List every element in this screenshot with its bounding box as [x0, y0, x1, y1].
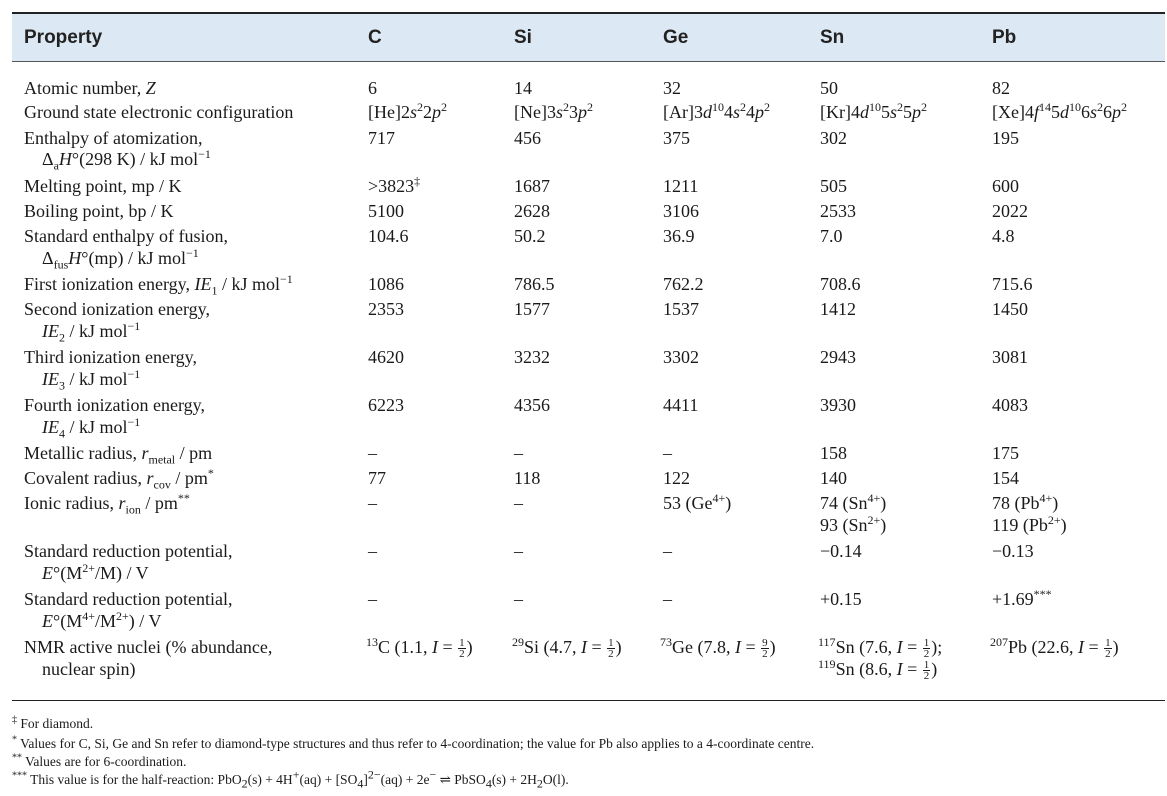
row-label-e-m2: Standard reduction potential, — [24, 541, 233, 561]
covalent-radius-ge: 122 — [663, 468, 690, 488]
ie4-ge: 4411 — [663, 395, 699, 415]
covalent-radius-si: 118 — [514, 468, 541, 488]
e-m2-pb: −0.13 — [992, 541, 1034, 561]
nmr-ge: $^{73}$Ge (7.8, I = $\frac{9}{2}$ ) — [660, 635, 776, 661]
row-label-enthalpy-fusion: Standard enthalpy of fusion, — [24, 226, 228, 246]
row-sublabel-ie4: $IE_4$ / kJ mol$^{-1}$ — [42, 415, 141, 441]
atomic-number-pb: 82 — [992, 78, 1010, 98]
enthalpy-fusion-ge: 36.9 — [663, 226, 695, 246]
ionic-radius-ge: 53 $(Ge^{4+})$ — [663, 491, 732, 513]
row-sublabel-e-m2: $E^\circ(M^{2+}/M)$ / V — [42, 561, 149, 583]
nmr-pb: $^{207}$Pb (22.6, I = $\frac{1}{2}$ ) — [990, 635, 1119, 661]
ground-state-pb: $[Xe]4f^{14}5d^{10}6s^26p^2$ — [992, 100, 1128, 122]
metallic-radius-sn: 158 — [820, 443, 847, 463]
atomic-number-si: 14 — [514, 78, 532, 98]
row-label-melting-point: Melting point, mp / K — [24, 176, 182, 196]
header-element-c: C — [368, 27, 382, 48]
row-label-ie1: First ionization energy, $IE_1$ / kJ mol$^{-1}$ — [24, 272, 293, 298]
table-bottom-rule — [12, 700, 1165, 701]
row-sublabel-ie3: $IE_3$ / kJ mol$^{-1}$ — [42, 367, 141, 393]
atomic-number-sn: 50 — [820, 78, 838, 98]
ionic-radius-si: – — [514, 493, 523, 513]
ie4-pb: 4083 — [992, 395, 1028, 415]
enthalpy-atomization-si: 456 — [514, 128, 541, 148]
ground-state-sn: $[Kr]4d^{10}5s^25p^2$ — [820, 100, 927, 122]
enthalpy-fusion-pb: 4.8 — [992, 226, 1015, 246]
row-label-atomic-number: Atomic number, Z — [24, 78, 156, 98]
nmr-sn-2: $^{119}$Sn (8.6, I = $\frac{1}{2}$ ) — [818, 657, 938, 683]
ie1-c: 1086 — [368, 274, 404, 294]
boiling-point-c: 5100 — [368, 201, 404, 221]
ie3-sn: 2943 — [820, 347, 856, 367]
boiling-point-sn: 2533 — [820, 201, 856, 221]
covalent-radius-c: 77 — [368, 468, 386, 488]
ie2-ge: 1537 — [663, 299, 699, 319]
header-element-ge: Ge — [663, 27, 689, 48]
atomic-number-c: 6 — [368, 78, 377, 98]
ie2-sn: 1412 — [820, 299, 856, 319]
row-label-ground-state: Ground state electronic configuration — [24, 102, 294, 122]
boiling-point-pb: 2022 — [992, 201, 1028, 221]
e-m4-sn: +0.15 — [820, 589, 862, 609]
nmr-c: $^{13}$C (1.1, I = $\frac{1}{2}$ ) — [366, 635, 473, 661]
e-m2-ge: – — [663, 541, 672, 561]
e-m4-si: – — [514, 589, 523, 609]
row-sublabel-nmr: nuclear spin) — [42, 659, 136, 679]
footnote-star: * Values for C, Si, Ge and Sn refer to diamond-type structures and thus refer to 4-coordination; the value for Pb also applies to a 4-coordinate centre. — [12, 734, 815, 751]
ionic-radius-sn: 74 $(Sn^{4+})$ — [820, 491, 887, 513]
row-sublabel-ie2: $IE_2$ / kJ mol$^{-1}$ — [42, 319, 141, 345]
e-m4-ge: – — [663, 589, 672, 609]
ie4-sn: 3930 — [820, 395, 856, 415]
e-m4-c: – — [368, 589, 377, 609]
row-label-enthalpy-atomization: Enthalpy of atomization, — [24, 128, 203, 148]
ie3-ge: 3302 — [663, 347, 699, 367]
ionic-radius-sn-2: 93 $(Sn^{2+})$ — [820, 513, 887, 535]
ionic-radius-pb: 78 $(Pb^{4+})$ — [992, 491, 1059, 513]
enthalpy-fusion-c: 104.6 — [368, 226, 409, 246]
ie3-c: 4620 — [368, 347, 404, 367]
ground-state-c: $[He]2s^22p^2$ — [368, 100, 447, 122]
ie2-si: 1577 — [514, 299, 550, 319]
footnote-double-star: ** Values are for 6-coordination. — [12, 752, 187, 769]
melting-point-c: >3823‡ — [368, 174, 421, 196]
covalent-radius-pb: 154 — [992, 468, 1019, 488]
header-element-sn: Sn — [820, 27, 845, 48]
ionic-radius-pb-2: 119 $(Pb^{2+})$ — [992, 513, 1067, 535]
nmr-sn: $^{117}$Sn (7.6, I = $\frac{1}{2}$ ); — [818, 635, 943, 661]
covalent-radius-sn: 140 — [820, 468, 847, 488]
melting-point-si: 1687 — [514, 176, 550, 196]
ie3-si: 3232 — [514, 347, 550, 367]
metallic-radius-si: – — [514, 443, 523, 463]
metallic-radius-pb: 175 — [992, 443, 1019, 463]
footnote-dagger: ‡ For diamond. — [12, 714, 94, 731]
header-element-pb: Pb — [992, 27, 1017, 48]
melting-point-ge: 1211 — [663, 176, 699, 196]
enthalpy-atomization-c: 717 — [368, 128, 395, 148]
row-label-ie2: Second ionization energy, — [24, 299, 210, 319]
ground-state-ge: $[Ar]3d^{10}4s^24p^2$ — [663, 100, 770, 122]
ie4-c: 6223 — [368, 395, 404, 415]
enthalpy-fusion-sn: 7.0 — [820, 226, 843, 246]
row-label-covalent-radius: Covalent radius, $r_{cov} / pm^*$ — [24, 466, 214, 492]
melting-point-pb: 600 — [992, 176, 1019, 196]
e-m2-c: – — [368, 541, 377, 561]
footnote-triple-star: *** This value is for the half-reaction: $PbO_2(s) + 4H^+(aq) + [SO_4]^{2-}(aq) + 2e^-$ ⇌ PbSO$_4$(s) + $2H_2O(l)$. — [12, 767, 569, 791]
e-m2-sn: −0.14 — [820, 541, 862, 561]
row-sublabel-enthalpy-atomization: $\Delta_aH^\circ(298$ K) / kJ mol$^{-1}$ — [42, 147, 211, 173]
enthalpy-atomization-ge: 375 — [663, 128, 690, 148]
header-element-si: Si — [514, 27, 532, 48]
atomic-number-ge: 32 — [663, 78, 681, 98]
row-label-nmr: NMR active nuclei (% abundance, — [24, 637, 273, 657]
ie1-pb: 715.6 — [992, 274, 1033, 294]
row-label-ionic-radius: Ionic radius, $r_{ion} / pm^{**}$ — [24, 491, 190, 517]
metallic-radius-c: – — [368, 443, 377, 463]
ie1-ge: 762.2 — [663, 274, 704, 294]
boiling-point-si: 2628 — [514, 201, 550, 221]
ie1-si: 786.5 — [514, 274, 555, 294]
row-label-ie4: Fourth ionization energy, — [24, 395, 205, 415]
enthalpy-atomization-pb: 195 — [992, 128, 1019, 148]
row-label-metallic-radius: Metallic radius, $r_{metal}$ / pm — [24, 443, 213, 467]
header-property: Property — [24, 27, 103, 48]
metallic-radius-ge: – — [663, 443, 672, 463]
row-label-e-m4: Standard reduction potential, — [24, 589, 233, 609]
melting-point-sn: 505 — [820, 176, 847, 196]
e-m2-si: – — [514, 541, 523, 561]
enthalpy-atomization-sn: 302 — [820, 128, 847, 148]
ground-state-si: $[Ne]3s^23p^2$ — [514, 100, 593, 122]
ie2-c: 2353 — [368, 299, 404, 319]
ie1-sn: 708.6 — [820, 274, 861, 294]
row-label-boiling-point: Boiling point, bp / K — [24, 201, 174, 221]
boiling-point-ge: 3106 — [663, 201, 699, 221]
row-sublabel-e-m4: $E^\circ(M^{4+}/M^{2+})$ / V — [42, 609, 162, 631]
row-label-ie3: Third ionization energy, — [24, 347, 197, 367]
nmr-si: $^{29}$Si (4.7, I = $\frac{1}{2}$ ) — [512, 635, 622, 661]
ionic-radius-c: – — [368, 493, 377, 513]
table-header-rule — [12, 61, 1165, 62]
row-sublabel-enthalpy-fusion: $\Delta_{fus}H^\circ(mp)$ / kJ mol$^{-1}$ — [42, 246, 199, 272]
e-m4-pb: +1.69*** — [992, 587, 1052, 609]
ie2-pb: 1450 — [992, 299, 1028, 319]
ie4-si: 4356 — [514, 395, 550, 415]
ie3-pb: 3081 — [992, 347, 1028, 367]
enthalpy-fusion-si: 50.2 — [514, 226, 546, 246]
